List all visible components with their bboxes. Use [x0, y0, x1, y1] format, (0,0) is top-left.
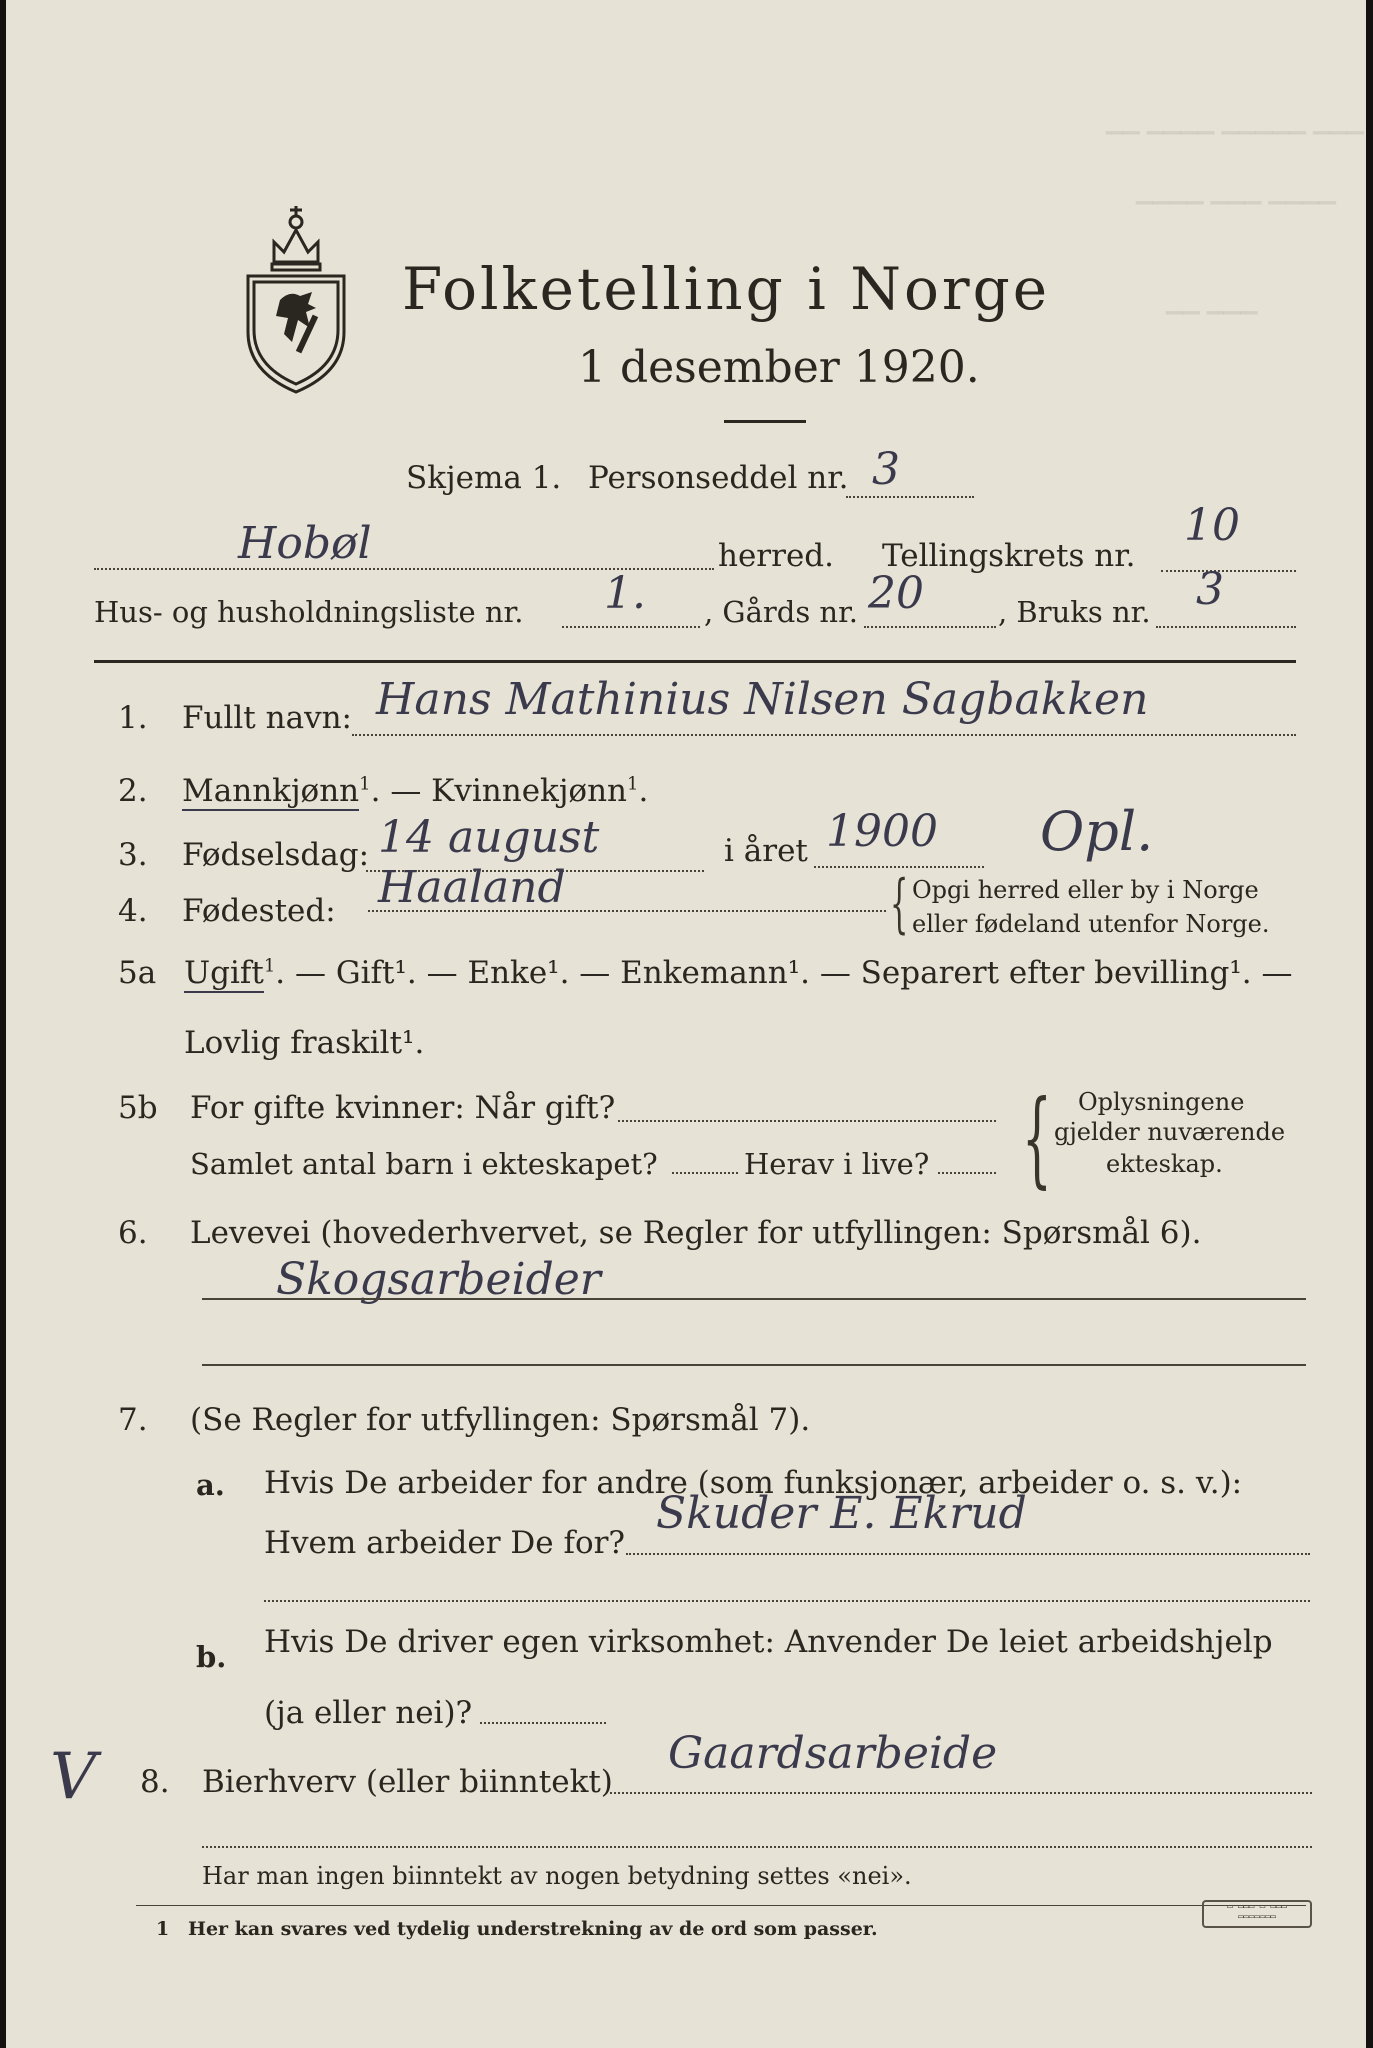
hus-line [562, 626, 700, 628]
occupation-line-2 [202, 1364, 1306, 1366]
printer-stamp-icon: ▭ ▭▭▭ ▭ ▭▭▭ ▭▭▭▭▭▭▭ [1202, 1900, 1312, 1928]
birthplace-value[interactable]: Haaland [378, 862, 566, 913]
gards-value[interactable]: 20 [868, 568, 924, 619]
q1-label: Fullt navn: [182, 700, 352, 736]
birthday-value[interactable]: 14 august [378, 812, 600, 863]
birthplace-hint-2: eller fødeland utenfor Norge. [912, 910, 1270, 938]
personseddel-value[interactable]: 3 [872, 444, 900, 495]
q8-number: 8. [140, 1764, 170, 1800]
hus-label: Hus- og husholdningsliste nr. [94, 595, 524, 629]
gender-female-option[interactable]: Kvinnekjønn [431, 773, 628, 809]
birthplace-hint-1: Opgi herred eller by i Norge [912, 876, 1259, 904]
norwegian-coat-of-arms-icon [234, 192, 358, 396]
gender-male-option[interactable]: Mannkjønn [182, 773, 360, 809]
q8-label: Bierhverv (eller biinntekt) [202, 1764, 613, 1800]
q1-line [352, 734, 1296, 736]
gards-line [864, 626, 996, 628]
occupation-value[interactable]: Skogsarbeider [276, 1254, 601, 1305]
q1-number: 1. [118, 700, 148, 736]
census-form [6, 0, 1366, 2048]
q5b-label-children: Samlet antal barn i ekteskapet? [190, 1147, 658, 1181]
q7-number: 7. [118, 1402, 148, 1438]
employer-line-2 [264, 1600, 1310, 1602]
alive-line [938, 1172, 996, 1174]
occupation-line-1 [202, 1298, 1306, 1300]
gards-label: , Gårds nr. [704, 595, 858, 629]
marital-divorced-option[interactable]: Lovlig fraskilt¹. [184, 1025, 425, 1061]
employer-value[interactable]: Skuder E. Ekrud [656, 1488, 1027, 1539]
q7-label: (Se Regler for utfyllingen: Spørsmål 7). [190, 1402, 811, 1438]
birth-year-value[interactable]: 1900 [826, 806, 938, 857]
form-date: 1 desember 1920. [578, 342, 980, 393]
side-income-line [610, 1792, 1312, 1794]
form-title: Folketelling i Norge [402, 255, 1051, 323]
herred-label: herred. [718, 538, 834, 574]
q5b-number: 5b [118, 1090, 158, 1126]
bruks-label: , Bruks nr. [998, 595, 1151, 629]
q3-label: Fødselsdag: [182, 837, 370, 873]
q4-label: Fødested: [182, 893, 336, 929]
q5b-hint-2: gjelder nuværende [1054, 1118, 1286, 1146]
married-when-line [618, 1120, 996, 1122]
footnote-text: Her kan svares ved tydelig understrekning av de ord som passer. [188, 1918, 878, 1940]
children-line [672, 1172, 738, 1174]
q3-number: 3. [118, 837, 148, 873]
q2-options: Mannkjønn$^1$. — Kvinnekjønn$^1$. [182, 773, 649, 809]
q2-number: 2. [118, 773, 148, 809]
q6-label: Levevei (hovederhvervet, se Regler for utfyllingen: Spørsmål 6). [190, 1215, 1202, 1251]
q7a-number: a. [196, 1468, 225, 1502]
footnote-number: 1 [156, 1918, 170, 1940]
personseddel-line [846, 496, 974, 498]
year-label: i året [724, 833, 808, 869]
marital-options: Ugift$^1$. — Gift¹. — Enke¹. — Enkemann¹. — Separert efter bevilling¹. — [184, 955, 1293, 991]
q7b-label-1: Hvis De driver egen virksomhet: Anvender De leiet arbeidshjelp [264, 1624, 1273, 1660]
q4-number: 4. [118, 893, 148, 929]
q6-number: 6. [118, 1215, 148, 1251]
q7a-label-1: Hvis De arbeider for andre (som funksjonær, arbeider o. s. v.): [264, 1465, 1243, 1501]
q7b-number: b. [196, 1640, 227, 1674]
q5b-label-alive: Herav i live? [744, 1147, 930, 1181]
hint-brace: { [1022, 1077, 1052, 1199]
q7a-label-2: Hvem arbeider De for? [264, 1525, 626, 1561]
margin-checkmark: V [50, 1740, 97, 1814]
hus-value[interactable]: 1. [604, 568, 646, 619]
tellingskrets-line [1161, 570, 1296, 572]
q5a-number: 5a [118, 955, 157, 991]
side-income-note: Har man ingen biinntekt av nogen betydning settes «nei». [202, 1862, 912, 1890]
title-divider [724, 420, 806, 423]
bleed-through-text: ▁▁▁▁ ▁▁▁ ▁▁▁▁ [1136, 180, 1337, 205]
section-divider [94, 660, 1296, 663]
q5b-hint-1: Oplysningene [1078, 1088, 1245, 1116]
marital-unmarried-option[interactable]: Ugift [184, 955, 264, 991]
q5b-label-married-when: For gifte kvinner: Når gift? [190, 1090, 616, 1126]
side-income-value[interactable]: Gaardsarbeide [668, 1728, 998, 1779]
skjema-label: Skjema 1. [406, 460, 562, 496]
q7b-label-2: (ja eller nei)? [264, 1695, 473, 1731]
hired-help-line [480, 1722, 606, 1724]
footnote-divider [136, 1905, 1306, 1906]
bruks-line [1156, 626, 1296, 628]
opl-note: Opl. [1040, 800, 1154, 863]
employer-line [626, 1553, 1310, 1555]
bleed-through-text: ▁▁ ▁▁▁▁ ▁▁▁▁▁ ▁▁▁ [1106, 110, 1364, 135]
personseddel-label: Personseddel nr. [588, 460, 849, 496]
tellingskrets-value[interactable]: 10 [1184, 500, 1240, 551]
side-income-line-2 [202, 1846, 1312, 1848]
bruks-value[interactable]: 3 [1196, 564, 1224, 615]
hint-brace: { [890, 867, 909, 941]
q5b-hint-3: ekteskap. [1106, 1150, 1223, 1178]
herred-value[interactable]: Hobøl [238, 518, 372, 569]
bleed-through-text: ▁▁ ▁▁▁ [1166, 290, 1258, 315]
tellingskrets-label: Tellingskrets nr. [882, 538, 1136, 574]
full-name-value[interactable]: Hans Mathinius Nilsen Sagbakken [376, 674, 1149, 725]
